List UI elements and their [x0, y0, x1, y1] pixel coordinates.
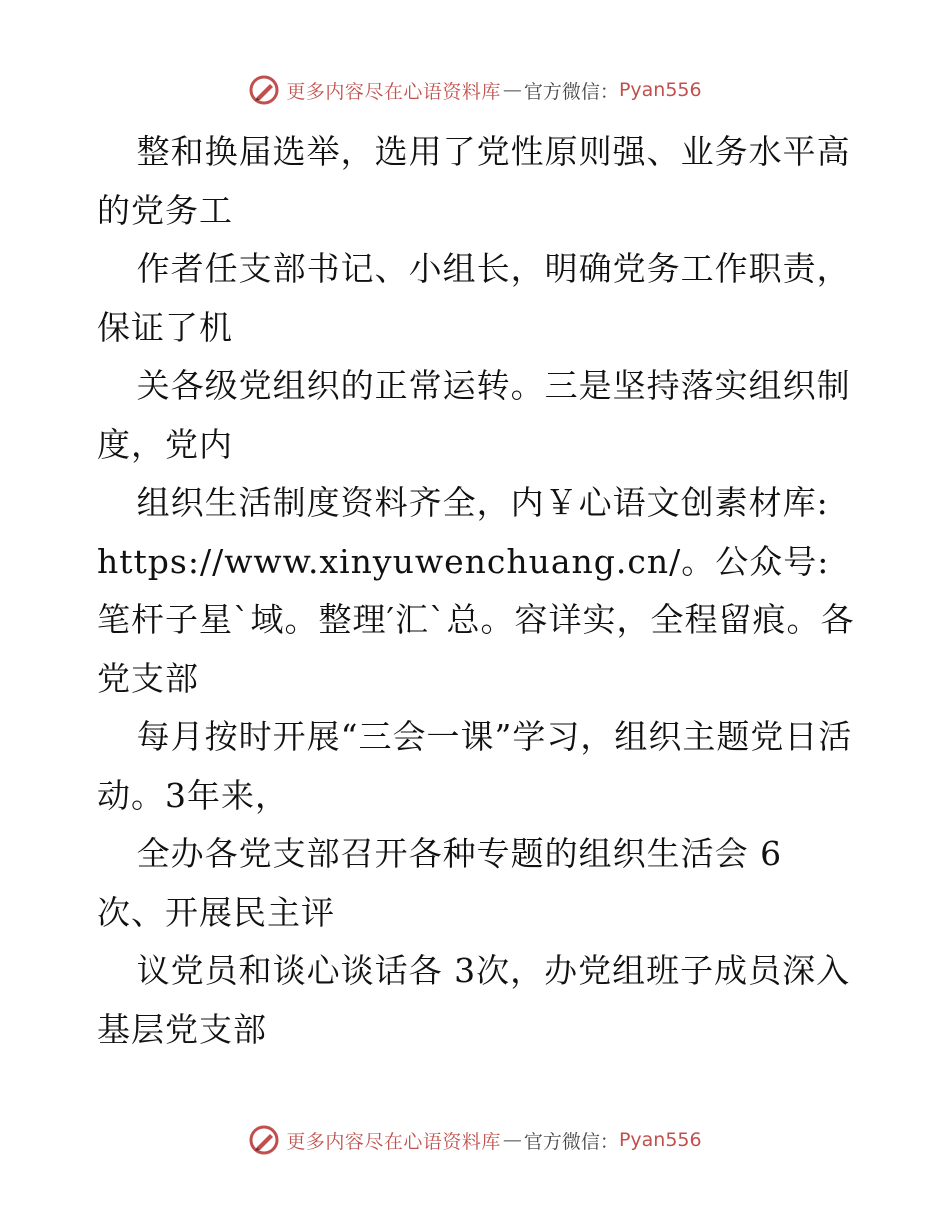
- paragraph-6: 全办各党支部召开各种专题的组织生活会 6 次、开展民主评: [97, 834, 783, 932]
- header-wechat-label: 官方微信：: [523, 80, 619, 103]
- paragraph-2: 作者任支部书记、小组长，明确党务工作职责，保证了机: [97, 249, 851, 347]
- footer-wechat-label: 官方微信：: [523, 1130, 619, 1153]
- document-body: [97, 123, 857, 1059]
- pen-logo-icon: [248, 1124, 280, 1156]
- footer-wechat-id: Pyan556: [618, 1129, 702, 1151]
- paragraph-5: 每月按时开展“三会一课”学习，组织主题党日活动。3年来，: [97, 717, 853, 815]
- footer-dash: —: [502, 1129, 522, 1151]
- header-text: 更多内容尽在心语资料库: [286, 80, 501, 103]
- header-dash: —: [502, 79, 522, 101]
- paragraph-7: 议党员和谈心谈话各 3次，办党组班子成员深入基层党支部: [97, 951, 851, 1049]
- paragraph-3: 关各级党组织的正常运转。三是坚持落实组织制度，党内: [97, 366, 851, 464]
- footer-text: 更多内容尽在心语资料库: [286, 1130, 501, 1153]
- header-banner: [0, 70, 950, 110]
- pen-logo-icon: [248, 74, 280, 106]
- header-wechat-id: Pyan556: [618, 79, 702, 101]
- paragraph-1: 整和换届选举，选用了党性原则强、业务水平高的党务工: [97, 132, 851, 230]
- footer-banner: [0, 1120, 950, 1160]
- paragraph-4: 组织生活制度资料齐全，内￥心语文创素材库: https://www.xinyuwenchuang.cn/。公众号: 笔杆子星`域。整理′汇`总。容详实，全程留痕。各党支部: [97, 483, 855, 698]
